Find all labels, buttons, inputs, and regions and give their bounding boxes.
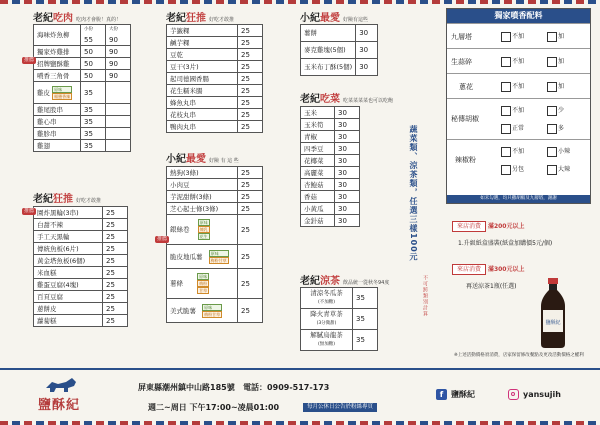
table-row[interactable] <box>34 207 128 219</box>
option-tag: 原味 <box>52 86 72 93</box>
price: 30 <box>335 119 360 131</box>
option-yes[interactable]: 加 <box>547 56 564 67</box>
price: 25 <box>103 255 128 267</box>
price-small: 55 <box>84 36 93 44</box>
seasoning-name: 蔥花 <box>459 83 473 91</box>
price: 30 <box>356 42 378 59</box>
checkbox[interactable] <box>501 106 511 116</box>
table-row[interactable] <box>167 203 263 215</box>
seasoning-name: 九層塔 <box>451 33 472 41</box>
item-name: 高麗菜 <box>301 167 335 179</box>
size-small-label: 小份 <box>84 27 93 32</box>
facebook-name: 鹽酥紀 <box>451 390 475 399</box>
combo-note: 蔬菜類、涼茶類，任選三樣100元 <box>409 125 418 262</box>
veg-table <box>300 106 360 227</box>
checkbox[interactable] <box>501 57 511 67</box>
price: 30 <box>356 59 378 76</box>
price: 25 <box>103 315 128 327</box>
option-normal[interactable]: 正常 <box>501 123 524 134</box>
option-more[interactable]: 多 <box>547 123 564 134</box>
price: 25 <box>238 167 263 179</box>
tea-bottle-icon <box>537 278 569 348</box>
price: 25 <box>103 279 128 291</box>
price: 30 <box>335 203 360 215</box>
option-tag: 梅粉甘草 <box>210 257 227 263</box>
table-row[interactable] <box>167 61 263 73</box>
item-name: 百頁豆腐 <box>34 291 103 303</box>
price: 30 <box>356 25 378 42</box>
checkbox[interactable] <box>547 32 557 42</box>
table-row[interactable] <box>34 25 131 46</box>
combo-small-note: 不可跨類別計算 <box>422 275 428 317</box>
item-name: 雞心串 <box>34 116 81 128</box>
item-name: 鴨肉丸串 <box>167 121 238 133</box>
checkbox[interactable] <box>547 82 557 92</box>
price: 25 <box>238 37 263 49</box>
option-tag: 花生 <box>199 234 208 239</box>
seasoning-row <box>447 98 590 139</box>
option-mild[interactable]: 小辣 <box>547 146 570 157</box>
price-large <box>106 140 131 152</box>
price: 25 <box>103 219 128 231</box>
item-name: 雞翅 <box>34 140 81 152</box>
item-name: 蔥餅皮 <box>34 303 103 315</box>
price: 25 <box>238 25 263 37</box>
seasoning-name: 秘傳胡椒 <box>451 115 479 123</box>
seasoning-title: 獨家噴香配料 <box>447 9 590 23</box>
price: 25 <box>238 179 263 191</box>
option-no[interactable]: 不加 <box>501 105 524 116</box>
seasoning-row <box>447 139 590 180</box>
price: 30 <box>335 179 360 191</box>
table-row[interactable] <box>167 85 263 97</box>
checkbox[interactable] <box>547 147 557 157</box>
recommend-badge: 推薦 <box>157 236 168 242</box>
section-title-tea: 老紀涼茶 飲品統一從秋冬94度 <box>300 276 390 287</box>
item-name: 雞皮 原味 椒鹽香辣 <box>34 82 81 104</box>
section-title-love-2: 小紀最愛 好險 有 這 些 <box>166 154 239 165</box>
table-row[interactable] <box>34 82 131 104</box>
item-name: 海味炸魚柳 <box>34 25 81 46</box>
item-name: 清涼冬瓜茶 (不加糖) <box>301 288 353 309</box>
item-name: 雞尾股串 <box>34 104 81 116</box>
section-title-love-3: 小紀最愛 好險有這些 <box>300 13 369 24</box>
price: 25 <box>238 269 263 299</box>
table-row[interactable] <box>301 59 378 76</box>
price-small: 50 <box>81 70 106 82</box>
price-small: 50 <box>81 58 106 70</box>
item-name: 鹹芋粿 <box>167 37 238 49</box>
item-name: 薯條 原味 梅粉 甘草 <box>167 269 238 299</box>
price: 25 <box>103 267 128 279</box>
price: 25 <box>238 299 263 323</box>
table-row[interactable] <box>34 128 131 140</box>
checkbox[interactable] <box>547 165 557 175</box>
table-row[interactable] <box>34 116 131 128</box>
dog-logo-icon <box>42 374 82 394</box>
table-row[interactable] <box>301 330 378 351</box>
item-name: 雞胗串 <box>34 128 81 140</box>
table-row[interactable] <box>167 299 263 323</box>
table-row[interactable] <box>301 288 378 309</box>
item-name: 四季豆 <box>301 143 335 155</box>
item-name: 解膩烏龍茶 (無加糖) <box>301 330 353 351</box>
disclaimer: ※上述活動價格須消費，店家保留修改餐點及更改活動價格之權利 <box>454 353 584 358</box>
option-tag: 甘草 <box>199 288 208 293</box>
option-tag: 椒鹽香辣 <box>54 93 71 99</box>
seasoning-name: 生蒜碎 <box>451 58 472 66</box>
item-name: 起司德國香腸 <box>167 73 238 85</box>
price: 30 <box>335 107 360 119</box>
item-name: 金針菇 <box>301 215 335 227</box>
table-row[interactable] <box>301 167 360 179</box>
price-small: 35 <box>81 140 106 152</box>
price: 25 <box>238 203 263 215</box>
promo-label: 來店消費 <box>452 264 486 275</box>
table-row[interactable] <box>34 243 128 255</box>
table-row[interactable] <box>301 131 360 143</box>
promo-1 <box>452 221 524 232</box>
option-tag: 原味 <box>209 250 229 257</box>
item-name: 芋泥甜餅(3條) <box>167 191 238 203</box>
checkbox[interactable] <box>547 57 557 67</box>
item-name: 青椒 <box>301 131 335 143</box>
price-small: 50 <box>81 46 106 58</box>
item-name: 玉米 <box>301 107 335 119</box>
price-small: 35 <box>81 82 106 104</box>
promo-amount: 滿200元以上 <box>487 223 525 230</box>
business-hours: 週二~周日 下午17:00~凌晨01:00 <box>148 403 280 412</box>
price-large <box>106 82 131 104</box>
price: 25 <box>238 85 263 97</box>
recommend-badge: 推薦 <box>24 57 35 63</box>
price: 30 <box>335 131 360 143</box>
item-name: 花生糯米腸 <box>167 85 238 97</box>
checkbox[interactable] <box>501 82 511 92</box>
price-small: 35 <box>81 104 106 116</box>
section-title-meat: 老紀吃肉 吃肉才會脫！真的！ <box>33 13 122 24</box>
love-table-3 <box>300 24 378 76</box>
checkbox[interactable] <box>501 124 511 134</box>
section-title-veg: 老紀吃菜 吃菜菜菜菜也可以吃飽 <box>300 94 394 105</box>
table-row[interactable] <box>167 179 263 191</box>
table-row[interactable] <box>167 37 263 49</box>
table-row[interactable] <box>34 303 128 315</box>
table-row[interactable] <box>34 104 131 116</box>
option-hot[interactable]: 大辣 <box>547 164 570 175</box>
option-no[interactable]: 不加 <box>501 146 524 157</box>
price: 25 <box>238 61 263 73</box>
price: 25 <box>238 73 263 85</box>
price: 35 <box>353 330 378 351</box>
item-name: 傳統魚板(6片) <box>34 243 103 255</box>
item-name: 雞蛋豆腐(4塊) <box>34 279 103 291</box>
table-row[interactable] <box>167 109 263 121</box>
item-name: 花椰菜 <box>301 155 335 167</box>
seasoning-row <box>447 23 590 48</box>
price-large: 90 <box>106 58 131 70</box>
price: 30 <box>335 143 360 155</box>
table-row[interactable] <box>301 143 360 155</box>
option-yes[interactable]: 加 <box>547 31 564 42</box>
option-tag: 梅粉甘草 <box>204 311 221 317</box>
item-name: 蜂魚丸串 <box>167 97 238 109</box>
bottle-label: 鹽酥紀 <box>545 320 561 326</box>
checkbox[interactable] <box>501 165 511 175</box>
price: 25 <box>103 207 128 219</box>
item-name: 小黃瓜 <box>301 203 335 215</box>
facebook-link[interactable] <box>436 389 475 400</box>
table-row[interactable] <box>34 231 128 243</box>
table-row[interactable] <box>301 191 360 203</box>
table-row[interactable] <box>167 25 263 37</box>
section-title-push-2: 老紀狂推 好吃才敢推 <box>166 13 235 24</box>
footer-divider <box>0 368 600 370</box>
table-row[interactable] <box>301 215 360 227</box>
price: 25 <box>103 291 128 303</box>
table-row[interactable] <box>34 219 128 231</box>
table-row[interactable] <box>301 25 378 42</box>
option-less[interactable]: 少 <box>547 105 564 116</box>
price-large <box>106 128 131 140</box>
checkbox[interactable] <box>501 32 511 42</box>
table-row[interactable] <box>167 121 263 133</box>
table-row[interactable] <box>301 119 360 131</box>
price: 25 <box>238 49 263 61</box>
table-row[interactable] <box>167 245 263 269</box>
table-row[interactable] <box>34 140 131 152</box>
facebook-icon: f <box>436 389 447 400</box>
item-name: 熱狗(3條) <box>167 167 238 179</box>
brand-logo: 鹽酥紀 <box>38 398 81 413</box>
price: 25 <box>103 231 128 243</box>
seasoning-row <box>447 73 590 98</box>
price-large <box>106 116 131 128</box>
item-name: 白甜不辣 <box>34 219 103 231</box>
table-row[interactable] <box>301 309 378 330</box>
item-name: 玉米布丁酥(5個) <box>301 59 356 76</box>
table-row[interactable] <box>167 215 263 245</box>
item-name: 小肉豆 <box>167 179 238 191</box>
table-row[interactable] <box>34 70 131 82</box>
price: 35 <box>353 288 378 309</box>
table-row[interactable] <box>34 58 131 70</box>
option-tag: 原味 <box>199 220 208 225</box>
seasoning-row <box>447 48 590 73</box>
item-name: 杏鮑菇 <box>301 179 335 191</box>
price: 25 <box>238 245 263 269</box>
price-large: 90 <box>106 46 131 58</box>
table-row[interactable] <box>34 46 131 58</box>
item-name: 手工天黑輪 <box>34 231 103 243</box>
price: 30 <box>335 215 360 227</box>
item-name: 薯餅 <box>301 25 356 42</box>
price-small: 35 <box>81 128 106 140</box>
seasoning-panel <box>446 8 591 204</box>
table-row[interactable] <box>167 97 263 109</box>
price-large: 90 <box>106 70 131 82</box>
option-tag: 原味 <box>202 304 222 311</box>
option-no[interactable]: 不加 <box>501 56 524 67</box>
promo-2 <box>452 264 524 275</box>
item-name: 黃金塔魚板(6個) <box>34 255 103 267</box>
top-border <box>0 0 600 4</box>
size-large-label: 大份 <box>109 27 118 32</box>
checkbox[interactable] <box>547 106 557 116</box>
item-name: 香菇 <box>301 191 335 203</box>
push-table-2 <box>166 24 263 133</box>
address: 屏東縣潮州鎮中山路185號 電話：0909-517-173 <box>138 383 330 392</box>
promo-amount: 滿300元以上 <box>487 266 525 273</box>
promo-2-detail: 再送涼茶1瓶(任選) <box>466 283 517 290</box>
item-name: 美式脆薯 原味 梅粉甘草 <box>167 299 238 323</box>
price-large <box>106 104 131 116</box>
push-table-1 <box>33 206 128 327</box>
table-row[interactable] <box>34 291 128 303</box>
closed-notice: 每月公休日公告於粉絲專頁 <box>303 403 377 412</box>
recommend-badge: 推薦 <box>24 208 35 214</box>
table-row[interactable] <box>301 42 378 59</box>
promo-label: 來店消費 <box>452 221 486 232</box>
table-row[interactable] <box>167 73 263 85</box>
item-name: 豆干(3片) <box>167 61 238 73</box>
table-row[interactable] <box>34 279 128 291</box>
price: 25 <box>238 121 263 133</box>
checkbox[interactable] <box>501 147 511 157</box>
price: 30 <box>335 167 360 179</box>
item-name: 蘿蔔糕 <box>34 315 103 327</box>
item-name: 降火青草茶 (3分微甜) <box>301 309 353 330</box>
item-name: 銀絲卷 原味 煉乳 花生 <box>167 215 238 245</box>
love-table-2 <box>166 166 263 323</box>
item-name: 園炸黑輪(3串) <box>34 207 103 219</box>
checkbox[interactable] <box>547 124 557 134</box>
promo-1-detail: 1.升級紙盒盛裝(紙盒加購價5元/個) <box>458 240 553 247</box>
instagram-link[interactable] <box>508 389 561 400</box>
price-small: 35 <box>81 116 106 128</box>
item-name: 芝心起士條(3條) <box>167 203 238 215</box>
table-row[interactable] <box>34 255 128 267</box>
table-row[interactable] <box>167 49 263 61</box>
price-large: 90 <box>109 36 118 44</box>
option-tag: 原味 <box>199 274 208 279</box>
item-name: 花枝丸串 <box>167 109 238 121</box>
price: 25 <box>238 191 263 203</box>
item-name: 獨家炸雞排 <box>34 46 81 58</box>
table-row[interactable] <box>301 107 360 119</box>
section-title-push-1: 老紀狂推 好吃才敢推 <box>33 194 102 205</box>
item-name: 麥克雞塊(5個) <box>301 42 356 59</box>
price: 25 <box>238 109 263 121</box>
price: 25 <box>103 243 128 255</box>
seasoning-name: 辣椒粉 <box>455 156 476 164</box>
table-row[interactable] <box>301 179 360 191</box>
table-row[interactable] <box>34 267 128 279</box>
price: 35 <box>353 309 378 330</box>
price: 30 <box>335 155 360 167</box>
instagram-icon <box>508 389 519 400</box>
option-tag: 梅粉 <box>199 281 208 286</box>
table-row[interactable] <box>301 203 360 215</box>
option-tag: 煉乳 <box>199 227 208 232</box>
seasoning-footer: 如未勾選，均只撒胡椒及九層塔，謝謝 <box>447 195 590 203</box>
phone: 電話：0909-517-173 <box>243 383 330 392</box>
item-name: 豆乾 <box>167 49 238 61</box>
item-name: 噴香三角骨 <box>34 70 81 82</box>
table-row[interactable] <box>167 269 263 299</box>
table-row[interactable] <box>167 167 263 179</box>
price: 30 <box>335 191 360 203</box>
meat-table <box>33 24 131 152</box>
price: 25 <box>238 97 263 109</box>
item-name: 脆皮地瓜薯 原味 梅粉甘草 <box>167 245 238 269</box>
bottom-border <box>0 421 600 425</box>
price: 25 <box>103 303 128 315</box>
item-name: 招牌鹽酥雞 <box>34 58 81 70</box>
table-row[interactable] <box>34 315 128 327</box>
item-name: 玉米筍 <box>301 119 335 131</box>
option-no[interactable]: 不加 <box>501 31 524 42</box>
table-row[interactable] <box>301 155 360 167</box>
instagram-name: yansujih <box>523 390 561 399</box>
option-separate[interactable]: 另包 <box>501 164 524 175</box>
item-name: 米血糕 <box>34 267 103 279</box>
table-row[interactable] <box>167 191 263 203</box>
option-yes[interactable]: 加 <box>547 81 564 92</box>
item-name: 芋籤粿 <box>167 25 238 37</box>
option-no[interactable]: 不加 <box>501 81 524 92</box>
tea-table <box>300 287 378 351</box>
price: 25 <box>238 215 263 245</box>
